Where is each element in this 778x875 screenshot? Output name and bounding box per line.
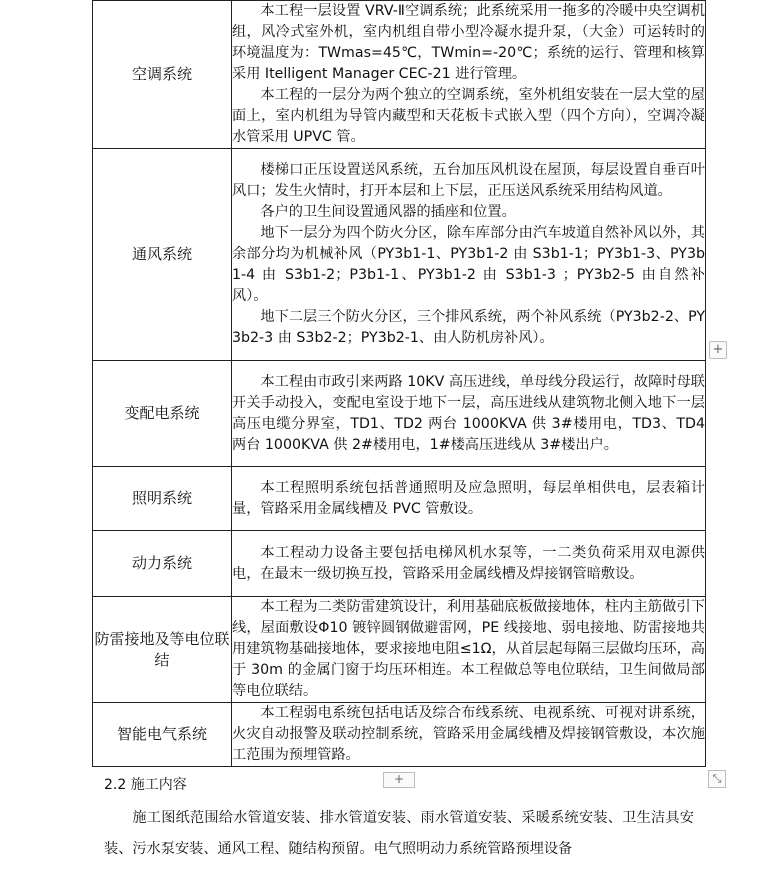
row-label[interactable]: 通风系统 bbox=[93, 149, 232, 361]
row-label[interactable]: 防雷接地及等电位联结 bbox=[93, 597, 232, 703]
systems-table bbox=[92, 0, 706, 767]
table-row bbox=[93, 1, 706, 149]
section-body: 施工图纸范围给水管道安装、排水管道安装、雨水管道安装、采暖系统安装、卫生洁具安装、污水泵安装、通风工程、随结构预留。电气照明动力系统管路预埋设备 bbox=[104, 810, 694, 857]
paragraph: 本工程动力设备主要包括电梯风机水泵等，一二类负荷采用双电源供电，在最末一级切换互投，管路采用金属线槽及焊接钢管暗敷设。 bbox=[232, 544, 705, 582]
table-resize-handle[interactable]: ⤡ bbox=[708, 770, 726, 788]
row-label[interactable]: 智能电气系统 bbox=[93, 703, 232, 767]
table-row bbox=[93, 149, 706, 361]
add-row-button[interactable]: + bbox=[383, 772, 415, 788]
paragraph: 本工程由市政引来两路 10KV 高压进线，单母线分段运行，故障时母联开关手动投入，变配电室设于地下一层，高压进线从建筑物北侧入地下一层高压电缆分界室，TD1、TD2 两台 1000KVA 供 3#楼用电，TD3、TD4 两台 1000KVA 供 2#楼用电，1#楼高压进线从 3#楼出户。 bbox=[232, 373, 705, 453]
table-row bbox=[93, 361, 706, 467]
table-row bbox=[93, 597, 706, 703]
paragraph: 本工程弱电系统包括电话及综合布线系统、电视系统、可视对讲系统，火灾自动报警及联动控制系统，管路采用金属线槽及焊接钢管敷设，本次施工范围为预埋管路。 bbox=[232, 705, 705, 763]
row-content[interactable] bbox=[232, 1, 706, 149]
table-row bbox=[93, 531, 706, 597]
row-label[interactable]: 变配电系统 bbox=[93, 361, 232, 467]
paragraph: 各户的卫生间设置通风器的插座和位置。 bbox=[260, 204, 516, 220]
row-label[interactable]: 照明系统 bbox=[93, 467, 232, 531]
row-content[interactable] bbox=[232, 531, 706, 597]
row-label[interactable]: 动力系统 bbox=[93, 531, 232, 597]
row-content[interactable] bbox=[232, 149, 706, 361]
paragraph: 地下二层三个防火分区，三个排风系统，两个补风系统（PY3b2-2、PY3b2-3 由 S3b2-2；PY3b2-1、由人防机房补风）。 bbox=[232, 309, 705, 346]
paragraph: 地下一层分为四个防火分区，除车库部分由汽车坡道自然补风以外，其余部分均为机械补风（PY3b1-1、PY3b1-2 由 S3b1-1；PY3b1-3、PY3b1-4 由 S3b1-2；P3b1-1、PY3b1-2 由 S3b1-3 ；PY3b2-5 由自然补风）。 bbox=[232, 225, 705, 304]
row-label[interactable]: 空调系统 bbox=[93, 1, 232, 149]
paragraph: 本工程的一层分为两个独立的空调系统，室外机组安装在一层大堂的屋面上，室内机组为导管内藏型和天花板卡式嵌入型（四个方向），空调冷凝水管采用 UPVC 管。 bbox=[232, 87, 705, 145]
row-content[interactable] bbox=[232, 703, 706, 767]
paragraph: 本工程一层设置 VRV-Ⅱ空调系统；此系统采用一拖多的冷暖中央空调机组，风冷式室外机，室内机组自带小型冷凝水提升泵，（大金）可运转时的环境温度为：TWmas=45℃，TWmin=-20℃；系统的运行、管理和核算采用 Itelligent Manager CEC-21 进行管理。 bbox=[232, 3, 705, 82]
row-content[interactable] bbox=[232, 467, 706, 531]
row-content[interactable] bbox=[232, 597, 706, 703]
paragraph: 楼梯口正压设置送风系统，五台加压风机设在屋顶，每层设置自垂百叶风口；发生火情时，打开本层和上下层，正压送风系统采用结构风道。 bbox=[232, 162, 705, 199]
table-row bbox=[93, 467, 706, 531]
table-row bbox=[93, 703, 706, 767]
add-column-button[interactable]: + bbox=[709, 341, 727, 359]
paragraph: 本工程照明系统包括普通照明及应急照明，每层单相供电，层表箱计量，管路采用金属线槽及 PVC 管敷设。 bbox=[232, 479, 705, 517]
section-heading: 2.2 施工内容 bbox=[104, 777, 187, 793]
paragraph: 本工程为二类防雷建筑设计，利用基础底板做接地体，柱内主筋做引下线，屋面敷设Φ10 镀锌圆钢做避雷网，PE 线接地、弱电接地、防雷接地共用建筑物基础接地体，要求接地电阻≤1Ω，从首层起每隔三层做均压环，高于 30m 的金属门窗于均压环相连。本工程做总等电位联结，卫生间做局部等电位联结。 bbox=[232, 599, 705, 699]
row-content[interactable] bbox=[232, 361, 706, 467]
